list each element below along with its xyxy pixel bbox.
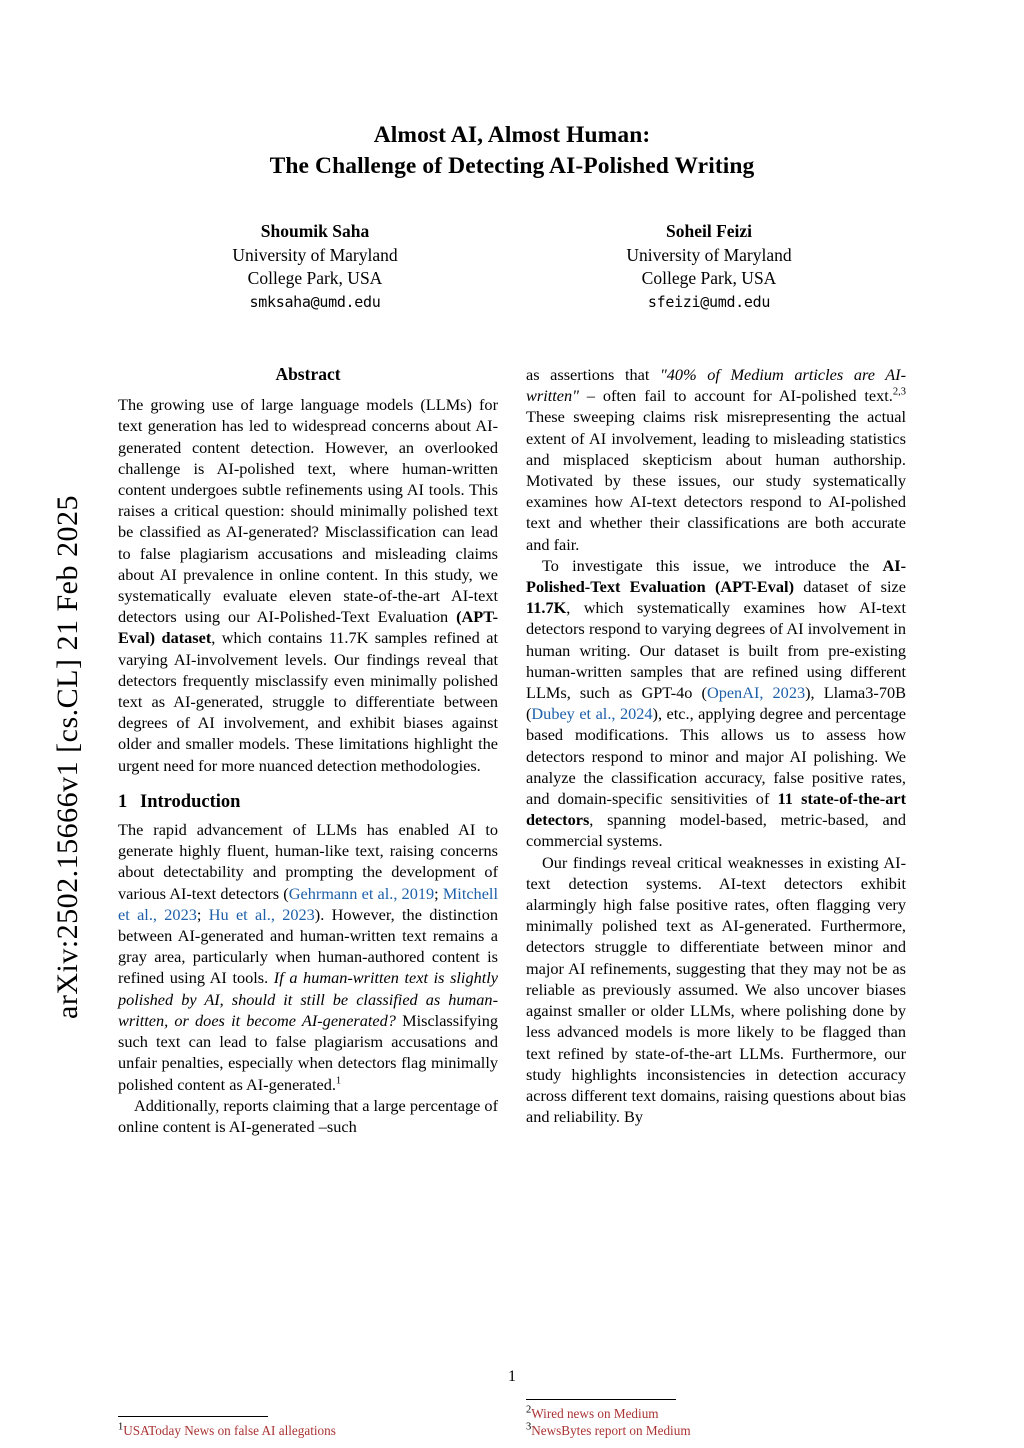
citation-hu[interactable]: Hu et al., 2023 bbox=[208, 904, 315, 924]
footnote-1-marker: 1 bbox=[118, 1421, 124, 1433]
p4-detectors-count: 11 state-of-the-art detectors bbox=[526, 789, 906, 830]
footnote-2-marker: 2 bbox=[526, 1404, 532, 1416]
title-line-1: Almost AI, Almost Human: bbox=[373, 122, 651, 148]
p3-text-a: as assertions that bbox=[526, 365, 660, 384]
author-2-email: sfeizi@umd.edu bbox=[647, 292, 771, 311]
p1-text-e: Misclassifying such text can lead to false plagiarism accusations and unfair penalties, especially when detectors flag minimally polished content as AI-generated. bbox=[118, 1010, 498, 1094]
footnote-2-text[interactable]: Wired news on Medium bbox=[531, 1406, 659, 1421]
p3-text-c: These sweeping claims risk misrepresenting the actual extent of AI involvement, leading to misleading statistics and misplaced skepticism about human authorship. Motivated by these issues, our study systematically examines how AI-text detectors respond to AI-polished text and whether their classifications are both accurate and fair. bbox=[526, 407, 906, 554]
citation-mitchell[interactable]: Mitchell et al., 2023 bbox=[118, 883, 498, 924]
footnote-divider-right bbox=[526, 1399, 676, 1400]
right-column bbox=[526, 364, 906, 1439]
footnote-3-marker: 3 bbox=[526, 1421, 532, 1433]
abstract-heading: Abstract bbox=[275, 364, 341, 384]
footnote-3-text[interactable]: NewsBytes report on Medium bbox=[531, 1423, 691, 1438]
right-paragraph-2 bbox=[526, 555, 906, 852]
p1-text-b: ; bbox=[434, 883, 443, 903]
p3-quote: "40% of Medium articles are AI-written" bbox=[526, 365, 906, 406]
right-paragraph-3: Our findings reveal critical weaknesses in existing AI-text detection systems. AI-text detectors exhibit alarmingly high false positive rates, often flagging very minimally polished text as AI-generated. Furthermore, detectors struggle to differentiate between minor and major AI refinements, suggesting that they may not be as reliable as previously assumed. We also uncover biases against smaller or older LLMs, where polishing done by less advanced models is more likely to be flagged than text refined by state-of-the-art LLMs. Furthermore, our study highlights inconsistencies in detection accuracy across different text domains, raising questions about bias and reliability. By bbox=[526, 852, 906, 1127]
right-paragraph-1 bbox=[526, 364, 906, 555]
section-1-paragraph-1 bbox=[118, 819, 498, 1095]
author-1-affiliation-line2: College Park, USA bbox=[247, 268, 383, 288]
paper-content bbox=[118, 120, 906, 1439]
title-line-2: The Challenge of Detecting AI-Polished Writing bbox=[269, 153, 755, 179]
left-column bbox=[118, 364, 498, 1439]
section-1-heading bbox=[118, 792, 498, 813]
page-title bbox=[118, 120, 906, 182]
footnote-3 bbox=[526, 1422, 906, 1439]
left-footnote-area bbox=[118, 1407, 498, 1439]
author-1-affiliation-line1: University of Maryland bbox=[232, 244, 398, 265]
citation-dubey[interactable]: Dubey et al., 2024 bbox=[531, 704, 653, 724]
abstract-text bbox=[118, 394, 498, 776]
p4-text-c: , which systematically examines how AI-text detectors respond to varying degrees of AI involvement in human writing. Our dataset is built from pre-existing human-written samples that are refined using different LLMs, such as GPT-4o ( bbox=[526, 598, 906, 703]
citation-openai[interactable]: OpenAI, 2023 bbox=[706, 683, 806, 703]
author-2-affiliation-line2: College Park, USA bbox=[641, 268, 777, 288]
right-footnote-area bbox=[526, 1390, 906, 1439]
abstract-dataset-name: (APT-Eval) dataset bbox=[118, 607, 498, 648]
p1-text-c: ; bbox=[196, 904, 209, 924]
author-2 bbox=[512, 220, 906, 314]
p3-text-b: – often fail to account for AI-polished text. bbox=[578, 386, 893, 406]
footnote-1 bbox=[118, 1422, 498, 1439]
footnote-2 bbox=[526, 1405, 906, 1422]
p4-text-f: , spanning model-based, metric-based, and commercial systems. bbox=[526, 810, 906, 851]
p4-dataset-name: AI-Polished-Text Evaluation (APT-Eval) bbox=[526, 555, 906, 597]
two-column-body bbox=[118, 364, 906, 1439]
section-1-paragraph-2: Additionally, reports claiming that a large percentage of online content is AI-generated –such bbox=[118, 1095, 498, 1136]
section-1-title: Introduction bbox=[140, 791, 241, 812]
author-1 bbox=[118, 220, 512, 314]
p1-text-a: The rapid advancement of LLMs has enabled AI to generate highly fluent, human-like text, raising concerns about detectability and prompting the development of various AI-text detectors ( bbox=[118, 820, 498, 903]
arxiv-identifier-stamp: arXiv:2502.15666v1 [cs.CL] 21 Feb 2025 bbox=[51, 495, 84, 1019]
author-block bbox=[118, 220, 906, 314]
section-1-number: 1 bbox=[118, 791, 128, 812]
author-2-name: Soheil Feizi bbox=[665, 221, 753, 241]
author-2-affiliation-line1: University of Maryland bbox=[626, 244, 792, 265]
page-number: 1 bbox=[508, 1368, 516, 1385]
p1-text-d: ). However, the distinction between AI-generated and human-written text remains a gray area, particularly when human-authored content is refined using AI tools. bbox=[118, 904, 498, 988]
abstract-text-part-2: , which contains 11.7K samples refined at varying AI-involvement levels. Our findings reveal that detectors frequently misclassify even minimally polished text as AI-generated, struggle to differentiate between degrees of AI involvement, and exhibit biases against older and smaller models. These limitations highlight the urgent need for more nuanced detection methodologies. bbox=[118, 628, 498, 775]
footnote-divider bbox=[118, 1416, 268, 1417]
p4-dataset-size: 11.7K bbox=[526, 598, 567, 618]
footnote-marker-2-3[interactable]: 2,3 bbox=[892, 386, 906, 398]
p4-text-d: ), Llama3-70B ( bbox=[526, 683, 906, 724]
footnote-marker-1[interactable]: 1 bbox=[335, 1075, 342, 1087]
author-1-email: smksaha@umd.edu bbox=[249, 292, 381, 311]
abstract-text-part-1: The growing use of large language models (LLMs) for text generation has led to widespread concerns about AI-generated content detection. However, an overlooked challenge is AI-polished text, where human-written content undergoes subtle refinements using AI tools. This raises a critical question: should minimally polished text be classified as AI-generated? Misclassification can lead to false plagiarism accusations and misleading claims about AI prevalence in online content. In this study, we systematically evaluate eleven state-of-the-art AI-text detectors using our AI-Polished-Text Evaluation bbox=[118, 395, 498, 627]
p4-text-b: dataset of size bbox=[794, 577, 906, 597]
author-1-name: Shoumik Saha bbox=[260, 221, 370, 241]
p1-italic-question: If a human-written text is slightly polished by AI, should it still be classified as human-written, or does it become AI-generated? bbox=[118, 968, 499, 1030]
footnote-1-text[interactable]: USAToday News on false AI allegations bbox=[123, 1423, 336, 1438]
citation-gehrmann[interactable]: Gehrmann et al., 2019 bbox=[288, 883, 435, 903]
p4-text-e: ), etc., applying degree and percentage based modifications. This allows us to assess how detectors respond to minor and major AI polishing. We analyze the classification accuracy, false positive rates, and domain-specific sensitivities of bbox=[526, 704, 906, 809]
p4-text-a: To investigate this issue, we introduce the bbox=[542, 555, 883, 575]
